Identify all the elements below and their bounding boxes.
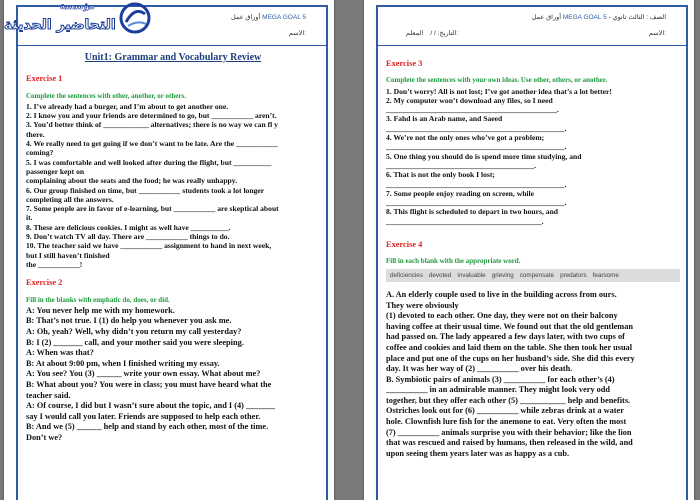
text-line: had passed on. The lady appeared a few days later, with two cups of: [386, 332, 625, 342]
text-line: _______________________________________________.: [386, 179, 567, 189]
text-line: B: And we (5) ______ help and stand by each other, most of the time.: [26, 422, 269, 432]
exercise-1-lines: [26, 102, 320, 269]
text-line: teacher said.: [26, 390, 71, 400]
header-course: أوراق عمل MEGA GOAL 5 - الصف : الثالث ثانوي: [531, 14, 666, 21]
text-line: 8. These are delicious cookies. I might as well have __________.: [26, 222, 231, 232]
text-line: passenger kept on: [26, 166, 85, 176]
header-name-label: الاسم:: [648, 30, 666, 37]
text-line: _________________________________________.: [386, 216, 544, 226]
worksheet-page-2: [364, 0, 694, 500]
page-header: [378, 7, 686, 46]
header-worksheet: أوراق عمل: [531, 14, 562, 21]
word-bank: [386, 269, 680, 282]
page-border: [16, 5, 328, 500]
exercise-4-heading: Exercise 4: [386, 240, 423, 250]
publisher-logo: [0, 0, 160, 46]
header-course-code: MEGA GOAL 5: [262, 14, 306, 21]
text-line: 2. My computer won’t download any files, so I need: [386, 95, 553, 105]
exercise-3-instructions: Complete the sentences with your own ideas. Use other, others, or another.: [386, 76, 608, 85]
exercise-1-heading: Exercise 1: [26, 74, 63, 84]
word-bank-item: predators: [560, 271, 587, 279]
text-line: B: At about 9:00 pm, when I finished writing my essay.: [26, 358, 220, 368]
text-line: Don’t we?: [26, 432, 63, 442]
text-line: place and put one of the cups on her husband’s side. She did this every: [386, 353, 635, 363]
text-line: They were obviously: [386, 300, 459, 310]
text-line: A: You never help me with my homework.: [26, 305, 175, 315]
text-line: coming?: [26, 148, 54, 158]
text-line: B: That’s not true. I (1) do help you whenever you ask me.: [26, 316, 232, 326]
text-line: completing all the answers.: [26, 194, 114, 204]
text-line: _____________________________________________.: [386, 105, 559, 115]
text-line: 3. You’d better think of ____________ alternatives; there is no way we can fl y: [26, 120, 278, 130]
text-line: together, but they offer each other (5) ___________ help and benefits.: [386, 395, 631, 405]
exercise-3-heading: Exercise 3: [386, 59, 423, 68]
text-line: 5. I was comfortable and well looked after during the flight, but __________: [26, 157, 272, 167]
text-line: _______________________________________________.: [386, 198, 567, 208]
exercise-2-heading: Exercise 2: [26, 278, 63, 288]
text-line: 6. That is not the only book I lost;: [386, 170, 495, 180]
exercise-2-lines: [26, 306, 320, 444]
text-line: A: You see? You (3) ______ write your own essay. What about me?: [26, 369, 261, 379]
header-date: التاريخ: / /: [430, 30, 457, 37]
text-line: 6. Our group finished on time, but ___________ students took a lot longer: [26, 185, 265, 195]
text-line: upon seeing them years later was as happy as a cub.: [386, 448, 570, 458]
text-line: _______________________________________.: [386, 160, 536, 170]
text-line: B. Symbiotic pairs of animals (3) __________ for each other’s (4): [386, 374, 615, 384]
page-1-content: [26, 51, 320, 444]
text-line: 3. Fahd is an Arab name, and Saeed: [386, 114, 503, 124]
text-line: _______________________________________________.: [386, 123, 567, 133]
logo-top-text: مؤسسة: [60, 2, 95, 12]
text-line: A: When was that?: [26, 348, 94, 358]
text-line: 1. Don’t worry! All is not lost; I’ve got another idea that’s a lot better!: [386, 86, 612, 96]
text-line: (7) __________ animals surprise you with their behavior; like the lion: [386, 427, 632, 437]
text-line: the ___________!: [26, 259, 83, 269]
text-line: say I would call you later. Friends are supposed to help each other.: [26, 411, 261, 421]
text-line: 4. We really need to get going if we don’t want to be late. Are the ___________: [26, 139, 278, 149]
word-bank-item: fearsome: [592, 271, 619, 279]
text-line: 10. The teacher said we have ___________ assignment to hand in next week,: [26, 241, 272, 251]
text-line: 7. Some people enjoy reading on screen, while: [386, 188, 535, 198]
header-teacher-date: [406, 29, 458, 37]
word-bank-item: grieving: [491, 271, 514, 279]
text-line: hole. Clownfish lure fish for the anemone to eat. Very often the most: [386, 417, 627, 427]
text-line: 7. Some people are in favor of e-learning, but ___________ are skeptical about: [26, 204, 279, 214]
header-course: [231, 13, 306, 21]
header-teacher: المعلم:: [406, 30, 459, 37]
word-bank-item: compensate: [519, 271, 555, 279]
text-line: complaining about the seats and the food; he was really unhappy.: [26, 176, 238, 186]
page-2-content: [386, 55, 680, 459]
text-line: 4. We’re not the only ones who’ve got a problem;: [386, 133, 545, 143]
text-line: day. It was her way of (2) __________ over his death.: [386, 364, 573, 374]
text-line: but I still haven’t finished: [26, 250, 110, 260]
page-border: [376, 5, 688, 500]
exercise-4-passage: [386, 290, 680, 460]
text-line: there.: [26, 129, 45, 139]
header-worksheet: أوراق عمل: [231, 14, 261, 21]
word-bank-item: deficiencies: [390, 271, 423, 279]
word-bank-item: devoted: [428, 271, 452, 279]
text-line: A: Of course, I did but I wasn’t sure about the topic, and I (4) _______: [26, 401, 276, 411]
text-line: Ostriches look out for (6) __________ while zebras drink at a water: [386, 406, 624, 416]
text-line: 8. This flight is scheduled to depart in two hours, and: [386, 207, 559, 217]
worksheet-page-1: [4, 0, 334, 500]
exercise-3-lines: [386, 87, 680, 226]
text-line: (1) devoted to each other. One day, they were not on their balcony: [386, 311, 618, 321]
text-line: coffee and cookies and laid them on the table. She then took her usual: [386, 342, 633, 352]
text-line: __________ in an admirable manner. They might look very odd: [386, 385, 611, 395]
text-line: 5. One thing you should do is spend more time studying, and: [386, 151, 582, 161]
exercise-2-instructions: Fill in the blanks with emphatic do, does, or did.: [26, 295, 170, 304]
logo-main-text: التحاضير الحديثة: [4, 17, 116, 33]
text-line: A. An elderly couple used to live in the building across from ours.: [386, 289, 617, 299]
text-line: B: I (2) _______ call, and your mother said you were sleeping.: [26, 337, 244, 347]
text-line: B: What about you? You were in class; you must have heard what the: [26, 379, 272, 389]
text-line: 1. I’ve already had a burger, and I’m about to get another one.: [26, 101, 229, 111]
header-name-label: الاسم:: [288, 30, 306, 37]
text-line: it.: [26, 213, 33, 223]
exercise-4-instructions: Fill in each blank with the appropriate word.: [386, 257, 521, 266]
header-course-code: MEGA GOAL 5: [562, 14, 607, 21]
text-line: 9. Don’t watch TV all day. There are ___________ things to do.: [26, 232, 230, 242]
text-line: A: Oh, yeah? Well, why didn’t you return my call yesterday?: [26, 327, 242, 337]
text-line: that was rescued and raised by humans, then released in the wild, and: [386, 438, 633, 448]
exercise-1-instructions: Complete the sentences with other, another, or others.: [26, 91, 186, 100]
text-line: _______________________________________________.: [386, 142, 567, 152]
text-line: 2. I know you and your friends are determined to go, but ___________ aren’t.: [26, 111, 277, 121]
page-title: Unit1: Grammar and Vocabulary Review: [84, 52, 262, 63]
logo-emblem-icon: [118, 2, 152, 34]
header-grade: الصف : الثالث ثانوي: [612, 14, 666, 21]
word-bank-item: invaluable: [457, 271, 486, 279]
text-line: having coffee at their usual time. We found out that the old gentleman: [386, 321, 633, 331]
